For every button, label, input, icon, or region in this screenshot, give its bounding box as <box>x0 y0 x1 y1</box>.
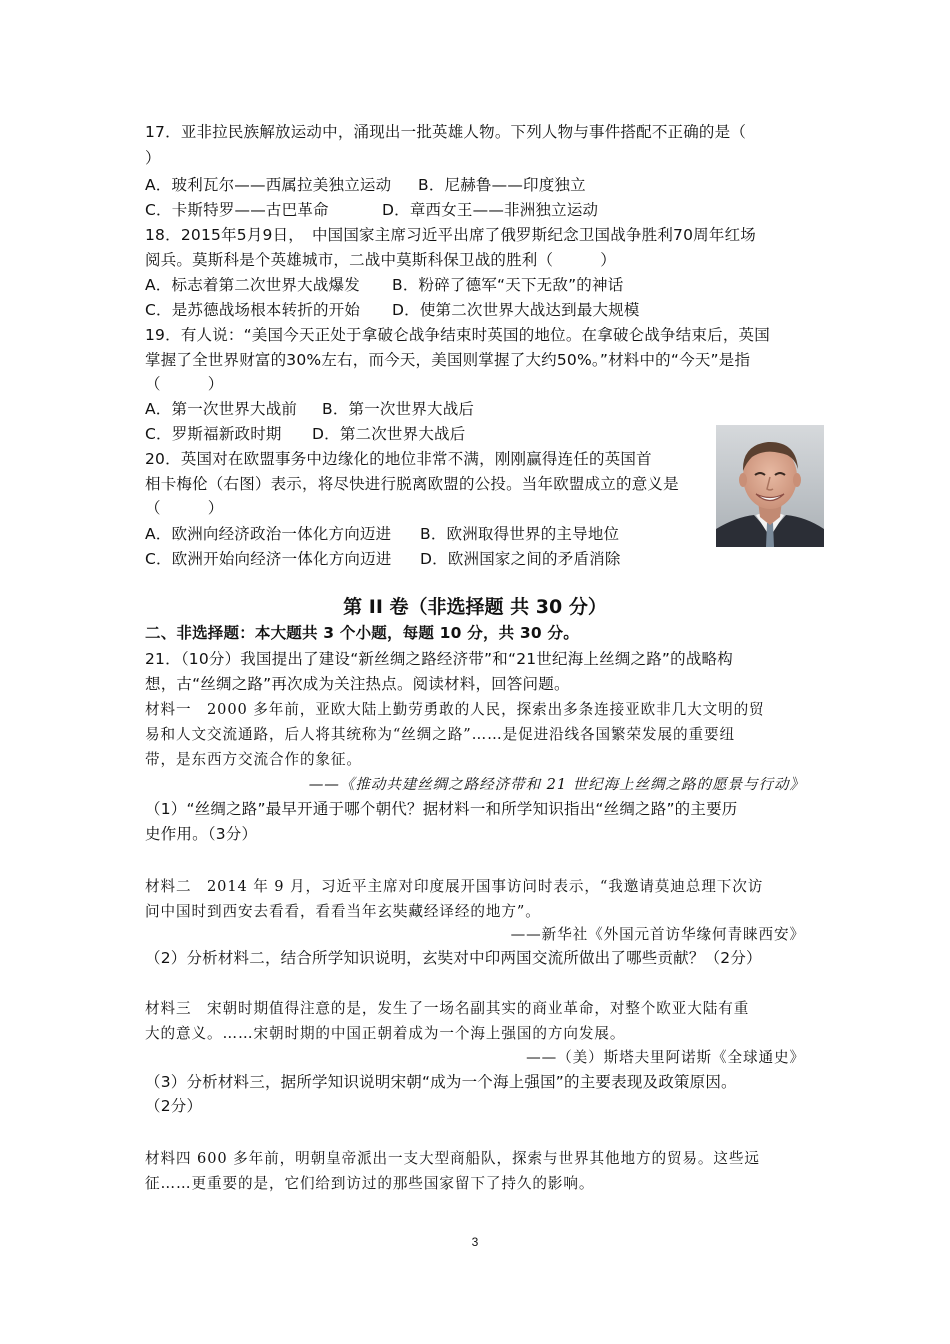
material1-line1: 材料一 2000 多年前，亚欧大陆上勤劳勇敢的人民，探索出多条连接亚欧非几大文明的贸 <box>145 701 765 718</box>
q17-stem-line2: ） <box>145 149 161 167</box>
q20-option-d: D．欧洲国家之间的矛盾消除 <box>420 550 621 568</box>
sub-question-2: （2）分析材料二，结合所学知识说明，玄奘对中印两国交流所做出了哪些贡献？（2分） <box>145 949 762 967</box>
q20-option-b: B．欧洲取得世界的主导地位 <box>420 525 620 543</box>
q19-option-a: A．第一次世界大战前 <box>145 400 298 418</box>
page-number: 3 <box>471 1235 479 1249</box>
q21-stem-line1: 21．（10分）我国提出了建设“新丝绸之路经济带”和“21世纪海上丝绸之路”的战略构 <box>145 650 733 668</box>
q20-option-c: C．欧洲开始向经济一体化方向迈进 <box>145 550 392 568</box>
material1-line2: 易和人文交流通路，后人将其统称为“丝绸之路”……是促进沿线各国繁荣发展的重要纽 <box>145 726 735 743</box>
material4-line1: 材料四 600 多年前，明朝皇帝派出一支大型商船队，探索与世界其他地方的贸易。这些远 <box>145 1150 760 1167</box>
portrait-photo <box>716 425 824 547</box>
portrait-illustration <box>716 425 824 547</box>
sub-question-1-line1: （1）“丝绸之路”最早开通于哪个朝代？据材料一和所学知识指出“丝绸之路”的主要历 <box>145 800 738 818</box>
q18-stem-line2: 阅兵。莫斯科是个英雄城市，二战中莫斯科保卫战的胜利（ ） <box>145 251 617 269</box>
q19-stem-line1: 19．有人说：“美国今天正处于拿破仑战争结束时英国的地位。在拿破仑战争结束后，英国 <box>145 326 770 344</box>
material2-source: ——新华社《外国元首访华缘何青睐西安》 <box>510 926 805 943</box>
q18-option-b: B．粉碎了德军“天下无敌”的神话 <box>392 276 624 294</box>
q17-option-d: D．章西女王——非洲独立运动 <box>382 201 599 219</box>
material3-line2: 大的意义。……宋朝时期的中国正朝着成为一个海上强国的方向发展。 <box>145 1025 626 1042</box>
q18-option-d: D．使第二次世界大战达到最大规模 <box>392 301 640 319</box>
q19-option-b: B．第一次世界大战后 <box>322 400 475 418</box>
q20-stem-line1: 20．英国对在欧盟事务中边缘化的地位非常不满，刚刚赢得连任的英国首 <box>145 450 652 468</box>
q19-stem-line2: 掌握了全世界财富的30%左右，而今天，美国则掌握了大约50%。”材料中的“今天”是指 <box>145 351 751 369</box>
material3-source: ——（美）斯塔夫里阿诺斯《全球通史》 <box>526 1049 805 1066</box>
material1-source: ——《推动共建丝绸之路经济带和 21 世纪海上丝绸之路的愿景与行动》 <box>308 776 805 793</box>
material4-line2: 征……更重要的是，它们给到访过的那些国家留下了持久的影响。 <box>145 1175 595 1192</box>
q17-option-b: B．尼赫鲁——印度独立 <box>418 176 586 194</box>
material3-line1: 材料三 宋朝时期值得注意的是，发生了一场名副其实的商业革命，对整个欧亚大陆有重 <box>145 1000 750 1017</box>
q20-stem-line3: （ ） <box>145 499 224 517</box>
q21-stem-line2: 想，古“丝绸之路”再次成为关注热点。阅读材料，回答问题。 <box>145 675 570 693</box>
q19-option-c: C．罗斯福新政时期 <box>145 425 282 443</box>
material2-line2: 问中国时到西安去看看，看看当年玄奘藏经译经的地方”。 <box>145 903 541 920</box>
q17-stem-line1: 17．亚非拉民族解放运动中，涌现出一批英雄人物。下列人物与事件搭配不正确的是（ <box>145 123 747 141</box>
material1-line3: 带，是东西方交流合作的象征。 <box>145 751 362 768</box>
q18-option-c: C．是苏德战场根本转折的开始 <box>145 301 361 319</box>
material2-line1: 材料二 2014 年 9 月，习近平主席对印度展开国事访问时表示，“我邀请莫迪总理下次访 <box>145 878 764 895</box>
q19-option-d: D．第二次世界大战后 <box>312 425 466 443</box>
q18-stem-line1: 18．2015年5月9日， 中国国家主席习近平出席了俄罗斯纪念卫国战争胜利70周年红场 <box>145 226 756 244</box>
section-title: 第 II 卷（非选择题 共 30 分） <box>343 596 607 618</box>
q17-option-a: A．玻利瓦尔——西属拉美独立运动 <box>145 176 392 194</box>
q20-stem-line2: 相卡梅伦（右图）表示，将尽快进行脱离欧盟的公投。当年欧盟成立的意义是 <box>145 475 679 493</box>
sub-question-3-line2: （2分） <box>145 1097 203 1115</box>
q17-option-c: C．卡斯特罗——古巴革命 <box>145 201 329 219</box>
q18-option-a: A．标志着第二次世界大战爆发 <box>145 276 360 294</box>
sub-question-3-line1: （3）分析材料三，据所学知识说明宋朝“成为一个海上强国”的主要表现及政策原因。 <box>145 1073 737 1091</box>
section-heading: 二、非选择题：本大题共 3 个小题，每题 10 分，共 30 分。 <box>145 624 579 642</box>
sub-question-1-line2: 史作用。（3分） <box>145 825 258 843</box>
q20-option-a: A．欧洲向经济政治一体化方向迈进 <box>145 525 392 543</box>
q19-stem-line3: （ ） <box>145 375 224 393</box>
